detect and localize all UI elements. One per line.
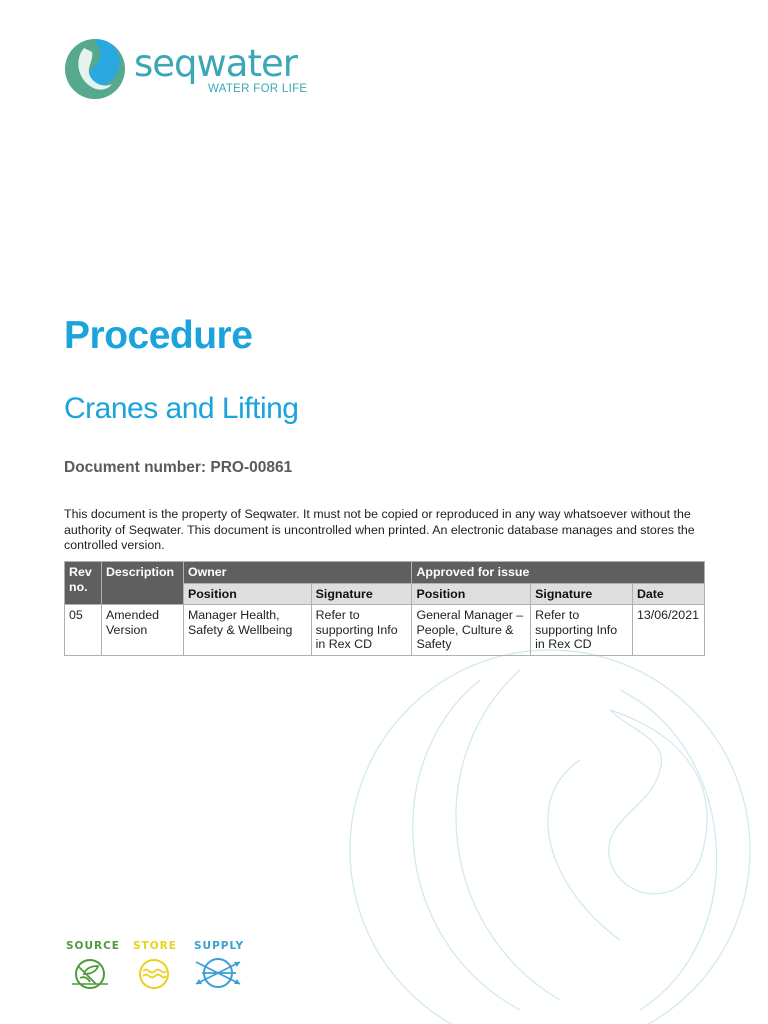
watermark-drop-icon (320, 640, 768, 1024)
table-row (65, 605, 705, 656)
cell-rev: 05 (65, 605, 102, 656)
cell-date: 13/06/2021 (632, 605, 704, 656)
header-owner-signature: Signature (311, 583, 412, 605)
source-label: SOURCE (66, 940, 120, 952)
header-date: Date (632, 583, 704, 605)
cell-owner-position: Manager Health, Safety & Wellbeing (183, 605, 311, 656)
document-title: Cranes and Lifting (64, 392, 299, 425)
header-approved-position: Position (412, 583, 531, 605)
header-rev: Rev no. (65, 562, 102, 605)
cell-approved-position: General Manager – People, Culture & Safety (412, 605, 531, 656)
document-type-heading: Procedure (64, 314, 253, 357)
header-description: Description (101, 562, 183, 605)
supply-label: SUPPLY (194, 940, 245, 952)
document-number: Document number: PRO-00861 (64, 459, 293, 476)
cell-approved-signature: Refer to supporting Info in Rex CD (531, 605, 633, 656)
logo-wordmark: seqwater (134, 42, 297, 85)
table-header-row (65, 562, 705, 584)
supply-arrows-icon (192, 956, 244, 990)
revision-table (64, 561, 705, 656)
logo-tagline: WATER FOR LIFE (208, 83, 308, 95)
store-water-icon (136, 958, 172, 990)
seqwater-drop-icon (64, 38, 128, 102)
store-label: STORE (133, 940, 177, 952)
ownership-notice: This document is the property of Seqwater. It must not be copied or reproduced in any way whatsoever without the authority of Seqwater. This document is uncontrolled when printed. An electronic database manages and stores the controlled version. (64, 507, 695, 552)
footer-icons (64, 940, 254, 1000)
cell-owner-signature: Refer to supporting Info in Rex CD (311, 605, 412, 656)
header-approved-signature: Signature (531, 583, 633, 605)
source-leaf-icon (70, 958, 110, 990)
header-owner: Owner (183, 562, 412, 584)
header-approved: Approved for issue (412, 562, 705, 584)
seqwater-logo (64, 38, 324, 102)
header-owner-position: Position (183, 583, 311, 605)
cell-description: Amended Version (101, 605, 183, 656)
